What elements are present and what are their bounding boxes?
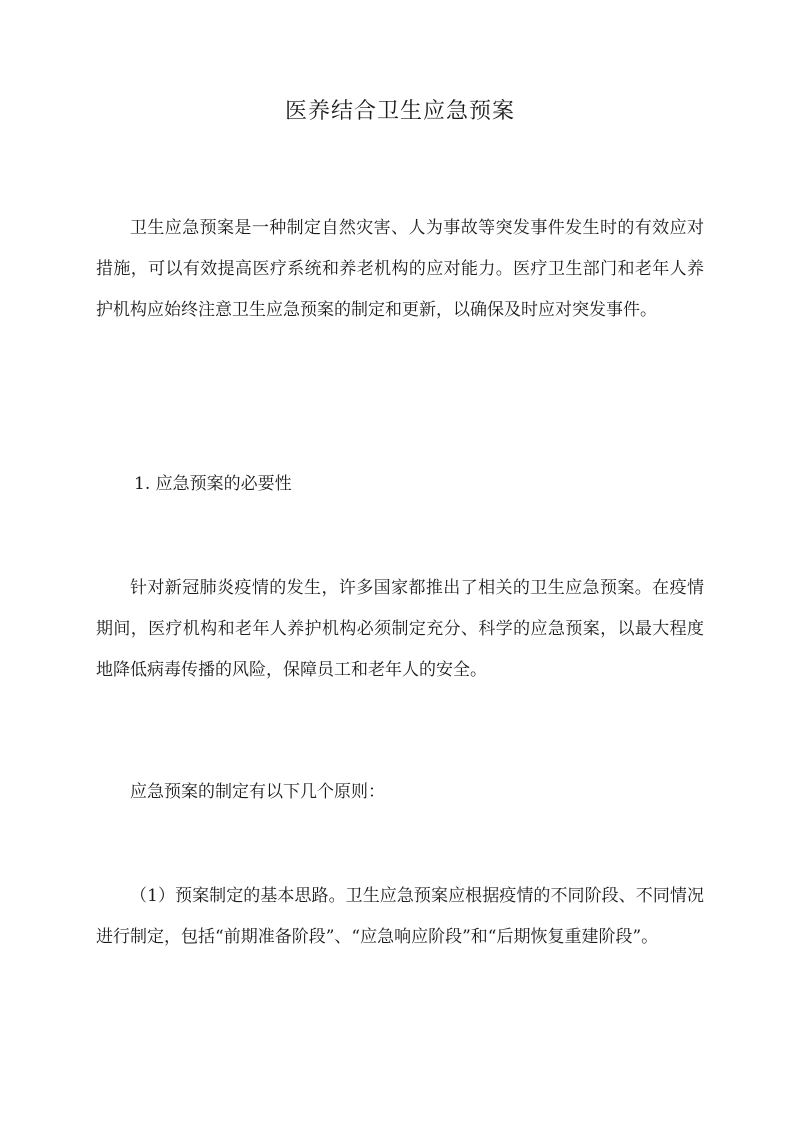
paragraph-principle-1: （1）预案制定的基本思路。卫生应急预案应根据疫情的不同阶段、不同情况进行制定，包括“前期准备阶段”、“应急响应阶段”和“后期恢复重建阶段”。 xyxy=(96,886,704,947)
document-title: 医养结合卫生应急预案 xyxy=(284,99,515,124)
paragraph-principles-intro: 应急预案的制定有以下几个原则： xyxy=(130,782,385,802)
section-heading-necessity: 1. 应急预案的必要性 xyxy=(134,474,292,494)
paragraph-covid: 针对新冠肺炎疫情的发生，许多国家都推出了相关的卫生应急预案。在疫情期间，医疗机构和老年人养护机构必须制定充分、科学的应急预案，以最大程度地降低病毒传播的风险，保障员工和老年人的安全。 xyxy=(96,578,704,680)
paragraph-intro: 卫生应急预案是一种制定自然灾害、人为事故等突发事件发生时的有效应对措施，可以有效提高医疗系统和养老机构的应对能力。医疗卫生部门和老年人养护机构应始终注意卫生应急预案的制定和更新，以确保及时应对突发事件。 xyxy=(96,218,704,320)
